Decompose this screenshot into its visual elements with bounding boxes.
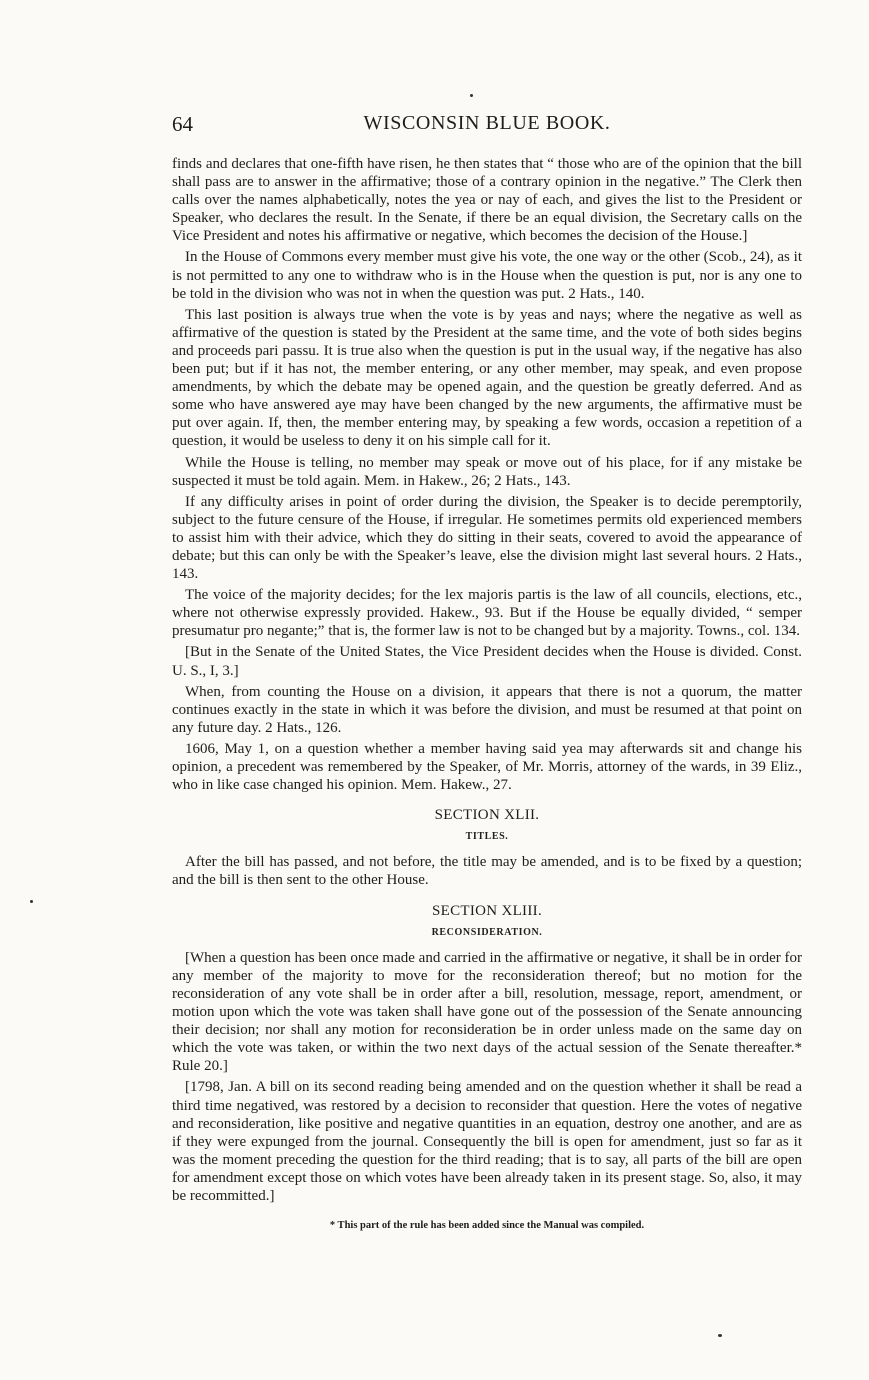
paragraph: finds and declares that one-fifth have risen, he then states that “ those who are of the opinion that the bill shall pass are to answer in the affirmative; those of a contrary opinion in the negative.” The Clerk then calls over the names alphabetically, notes the yea or nay of each, and gives the list to the President or Speaker, who declares the result. In the Senate, if there be an equal division, the Secretary calls on the Vice President and notes his affirmative or negative, which becomes the decision of the House.] bbox=[172, 156, 802, 245]
page-body bbox=[172, 155, 802, 1235]
paragraph: [1798, Jan. A bill on its second reading being amended and on the question whether it shall be read a third time negatived, was restored by a decision to reconsider that question. Here the votes of negative and reconsideration, like positive and negative quantities in an equation, destroy one another, and are as if they were expunged from the journal. Consequently the bill is open for amendment, just so far as it was the moment preceding the question for the third reading; that is to say, all parts of the bill are open for amendment except those on which votes have been already taken in its present stage. So, also, it may be recommitted.] bbox=[172, 1079, 802, 1204]
paragraph: 1606, May 1, on a question whether a member having said yea may afterwards sit and change his opinion, a precedent was remembered by the Speaker, of Mr. Morris, attorney of the wards, in 39 Eliz., who in like case changed his opinion. Mem. Hakew., 27. bbox=[172, 740, 802, 794]
paragraph: If any difficulty arises in point of order during the division, the Speaker is to decide peremptorily, subject to the future censure of the House, if irregular. He sometimes permits old experienced members to assist him with their advice, which they do sitting in their seats, covered to avoid the appearance of debate; but this can only be with the Speaker’s leave, else the division might last several hours. 2 Hats., 143. bbox=[172, 493, 802, 583]
footnote: * This part of the rule has been added since the Manual was compiled. bbox=[329, 1220, 645, 1232]
page-header bbox=[172, 112, 802, 142]
paragraph: When, from counting the House on a division, it appears that there is not a quorum, the matter continues exactly in the state in which it was before the division, and must be resumed at that point on any future day. 2 Hats., 126. bbox=[172, 683, 802, 736]
paragraph: This last position is always true when the vote is by yeas and nays; where the negative as well as affirmative of the question is stated by the President at the same time, and the vote of both sides begins and proceeds pari passu. It is true also when the question is put in the usual way, if the negative has also been put; but if it has not, the member entering, or any other member, may speak, and even propose amendments, by which the debate may be opened again, and the question be greatly deferred. And as some who have answered aye may have been changed by the new arguments, the affirmative must be put over again. If, then, the member entering may, by speaking a few words, occasion a repetition of a question, it would be useless to deny it on his simple call for it. bbox=[172, 306, 802, 450]
paragraph: While the House is telling, no member may speak or move out of his place, for if any mistake be suspected it must be told again. Mem. in Hakew., 26; 2 Hats., 143. bbox=[172, 454, 802, 489]
page-number: 64 bbox=[172, 112, 193, 136]
running-title: WISCONSIN BLUE BOOK. bbox=[363, 112, 611, 134]
paragraph: In the House of Commons every member must give his vote, the one way or the other (Scob., 24), as it is not permitted to any one to withdraw who is in the House when the question is put, nor is any one to be told in the division who was not in when the question was put. 2 Hats., 140. bbox=[172, 249, 802, 302]
paragraph: The voice of the majority decides; for the lex majoris partis is the law of all councils, elections, etc., where not otherwise expressly provided. Hakew., 93. But if the House be equally divided, “ semper presumatur pro negante;” that is, the former law is not to be changed but by a majority. Towns., col. 134. bbox=[172, 587, 802, 640]
paragraph: After the bill has passed, and not before, the title may be amended, and is to be fixed by a question; and the bill is then sent to the other House. bbox=[172, 854, 802, 889]
scan-speck bbox=[30, 900, 33, 903]
section-subheading: RECONSIDERATION. bbox=[431, 926, 543, 938]
paragraph: [When a question has been once made and carried in the affirmative or negative, it shall be in order for any member of the majority to move for the reconsideration thereof; but no motion for the reconsideration of any vote shall be in order after a bill, resolution, message, report, amendment, or motion upon which the vote was taken shall have gone out of the possession of the Senate announcing their decision; nor shall any motion for reconsideration be in order unless made on the same day on which the vote was taken, or within the two next days of the actual session of the Senate thereafter.* Rule 20.] bbox=[172, 949, 802, 1075]
scan-speck bbox=[470, 94, 473, 97]
section-heading: SECTION XLIII. bbox=[431, 902, 542, 919]
scan-speck bbox=[718, 1334, 722, 1337]
paragraph: [But in the Senate of the United States, the Vice President decides when the House is divided. Const. U. S., I, 3.] bbox=[172, 644, 802, 679]
section-heading: SECTION XLII. bbox=[434, 807, 540, 824]
section-subheading: TITLES. bbox=[465, 831, 509, 843]
